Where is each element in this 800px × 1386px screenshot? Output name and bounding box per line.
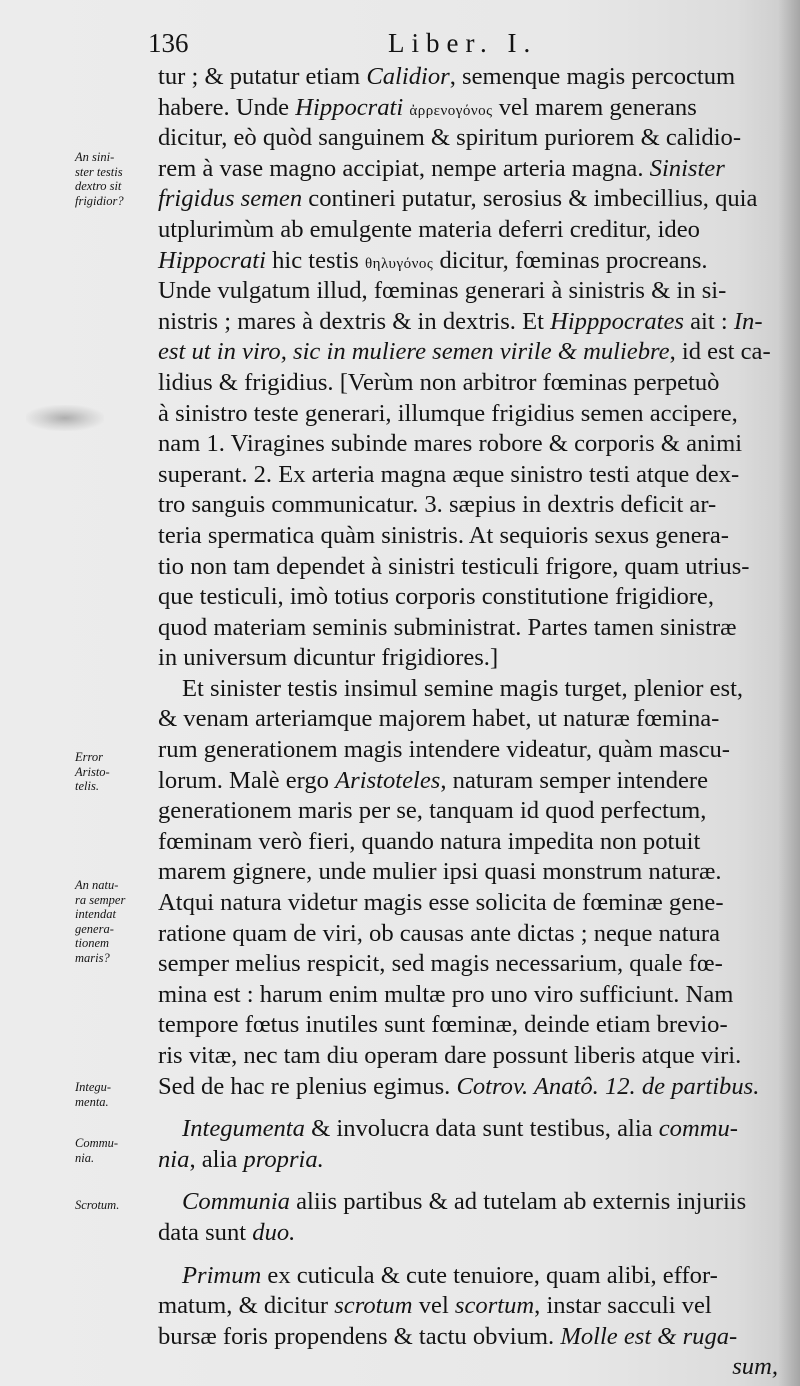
margin-note-natura [75,878,155,965]
margin-note-error-aristotelis [75,750,155,794]
margin-note-integumenta [75,1080,155,1109]
text-line: à sinistro teste generari, illumque frigidius semen accipere, [158,399,738,427]
text-line: Integumenta & involucra data sunt testibus, alia commu- [182,1115,738,1143]
margin-note-line: ster testis [75,164,123,179]
margin-note-line: Commu- [75,1136,119,1150]
margin-note-testis [75,150,155,208]
text-line: ratione quam de viri, ob causas ante dictas ; neque natura [158,919,721,947]
text-line: bursæ foris propendens & tactu obvium. Molle est & ruga- [158,1322,738,1350]
margin-note-line: Error [75,750,104,764]
text-line: matum, & dicitur scrotum vel scortum, instar sacculi vel [158,1292,712,1320]
text-line: lidius & frigidius. [Verùm non arbitror fœminas perpetuò [158,368,720,396]
text-line: mina est : harum enim multæ pro uno viro sufficiunt. Nam [158,980,734,1008]
margin-note-line: genera- [75,921,114,936]
margin-note-communia [75,1136,155,1165]
text-line: Primum ex cuticula & cute tenuiore, quam alibi, effor- [182,1261,718,1289]
text-line: ris vitæ, nec tam diu operam dare possunt liberis atque viri. [158,1042,742,1069]
text-line: que testiculi, imò totius corporis constitutione frigidiore, [158,583,715,611]
main-text [158,62,798,1383]
text-line: tro sanguis communicatur. 3. sæpius in dextris deficit ar- [158,491,717,519]
text-line: est ut in viro, sic in muliere semen virile & muliebre, id est ca- [158,338,771,366]
text-line: quod materiam seminis subministrat. Partes tamen sinistræ [158,613,737,641]
text-line: dicitur, eò quòd sanguinem & spiritum puriorem & calidio- [158,124,742,152]
text-line: generationem maris per se, tanquam id quod perfectum, [158,797,707,825]
text-line: data sunt duo. [158,1218,296,1246]
text-line: utplurimùm ab emulgente materia deferri creditur, ideo [158,215,700,243]
text-line: marem gignere, unde mulier ipsi quasi monstrum naturæ. [158,858,722,886]
ink-blot [26,405,104,431]
margin-note-line: Integu- [75,1080,112,1094]
text-line: lorum. Malè ergo Aristoteles, naturam semper intendere [158,766,709,794]
text-line: Hippocrati hic testis θηλυγόνος dicitur, fœminas procreans. [158,246,708,274]
text-line: Unde vulgatum illud, fœminas generari à sinistris & in si- [158,277,727,305]
text-line: semper melius respicit, sed magis necessarium, quale fœ- [158,950,723,978]
margin-note-line: maris? [75,950,110,965]
margin-note-scrotum [75,1198,155,1213]
margin-note-line: intendat [75,907,116,921]
margin-note-line: frigidior? [75,193,124,208]
text-line: Et sinister testis insimul semine magis turget, plenior est, [182,674,744,702]
margin-note-line: tionem [75,936,110,950]
text-line: rum generationem magis intendere videatur, quàm mascu- [158,736,730,764]
text-line: Sed de hac re plenius egimus. Cotrov. Anatô. 12. de partibus. [158,1072,760,1100]
text-line: sum, [732,1353,778,1381]
text-line: Atqui natura videtur magis esse solicita de fœminæ gene- [158,889,724,917]
text-line: superant. 2. Ex arteria magna æque sinistro testi atque dex- [158,460,740,488]
text-line: tio non tam dependet à sinistri testiculi frigore, quam utrius- [158,552,750,580]
text-line: nam 1. Viragines subinde mares robore & corporis & animi [158,430,743,458]
margin-note-line: nia. [75,1150,95,1165]
text-line: tur ; & putatur etiam Calidior, semenque magis percoctum [158,63,736,90]
text-line: habere. Unde Hippocrati ἀρρενογόνος vel marem generans [158,93,697,121]
text-line: Communia aliis partibus & ad tutelam ab externis injuriis [182,1188,747,1216]
page-number: 136 [148,28,189,58]
text-line: nia, alia propria. [158,1145,324,1173]
margin-note-line: An natu- [75,878,119,892]
text-line: fœminam verò fieri, quando natura impedita non potuit [158,827,701,855]
margin-note-line: menta. [75,1094,109,1109]
text-line: & venam arteriamque majorem habet, ut naturæ fœmina- [158,705,720,733]
text-line: teria spermatica quàm sinistris. At sequioris sexus genera- [158,521,729,549]
margin-note-line: ra semper [75,892,126,907]
margin-note-line: An sini- [75,150,115,164]
text-line: rem à vase magno accipiat, nempe arteria magna. Sinister [158,154,725,182]
running-head: Liber. I. [388,28,538,58]
page-header [148,28,708,64]
margin-note-line: telis. [75,779,99,793]
text-line: tempore fœtus inutiles sunt fœminæ, deinde etiam brevio- [158,1011,728,1039]
text-line: in universum dicuntur frigidiores.] [158,644,499,672]
text-line: frigidus semen contineri putatur, serosius & imbecillius, quia [158,185,758,213]
margin-note-line: dextro sit [75,179,122,193]
text-line: nistris ; mares à dextris & in dextris. Et Hipppocrates ait : In- [158,307,763,335]
margin-note-line: Scrotum. [75,1198,120,1212]
margin-note-line: Aristo- [75,764,110,779]
